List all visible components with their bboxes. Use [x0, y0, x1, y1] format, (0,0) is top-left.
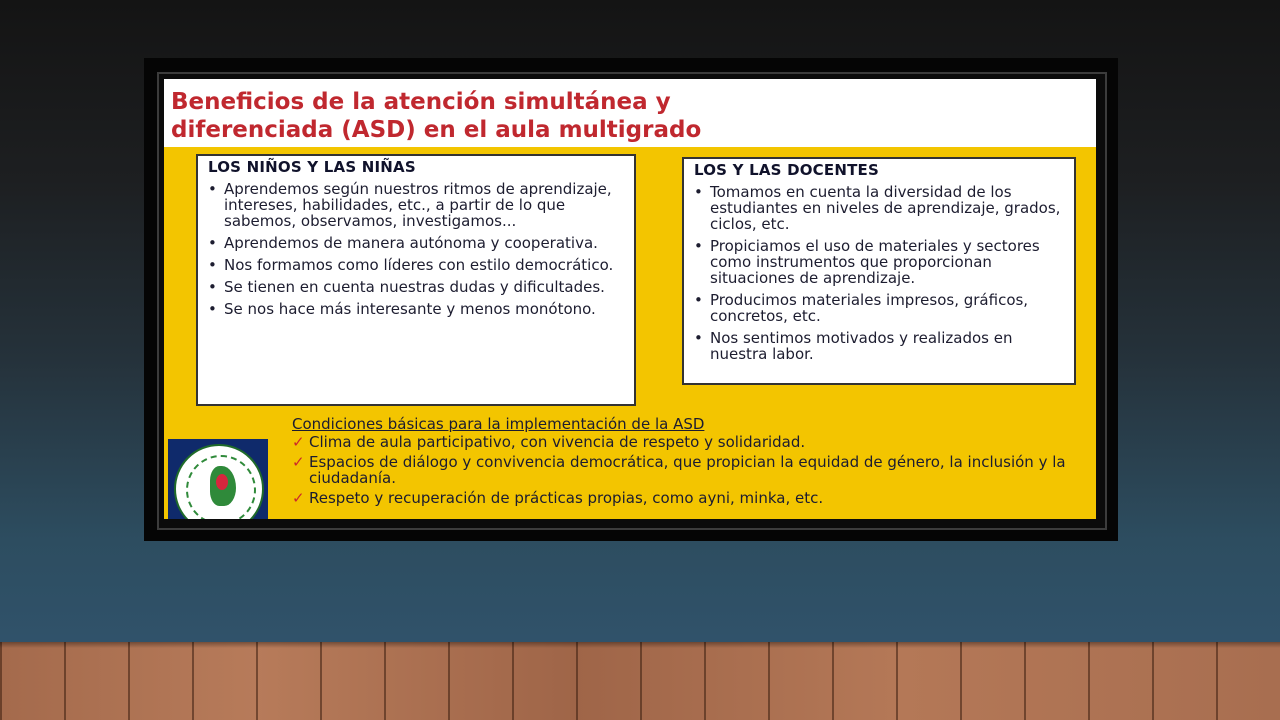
list-item: • Nos sentimos motivados y realizados en nuestra labor. — [694, 329, 1013, 363]
list-item: • Nos formamos como líderes con estilo democrático. — [208, 256, 614, 274]
list-item: • Se tienen en cuenta nuestras dudas y dificultades. — [208, 278, 605, 296]
logo-seal — [174, 444, 264, 519]
ugel-logo-icon — [168, 439, 268, 519]
wooden-floor — [0, 642, 1280, 720]
bullet-dot-icon: • — [208, 256, 217, 274]
teachers-box — [682, 157, 1076, 385]
teachers-heading: LOS Y LAS DOCENTES — [694, 161, 879, 179]
conditions-section — [292, 415, 1072, 510]
logo-map-accent — [216, 474, 228, 490]
bullet-dot-icon: • — [694, 183, 703, 201]
list-item: • Tomamos en cuenta la diversidad de los estudiantes en niveles de aprendizaje, grados, ciclos, etc. — [694, 183, 1061, 233]
children-list — [206, 181, 626, 323]
list-item: • Aprendemos de manera autónoma y cooperativa. — [208, 234, 598, 252]
slide-image — [164, 79, 1096, 519]
list-item: ✓ Respeto y recuperación de prácticas propias, como ayni, minka, etc. — [292, 489, 824, 507]
list-item: ✓ Espacios de diálogo y convivencia democrática, que propician la equidad de género, la inclusión y la ciudadanía. — [292, 453, 1066, 487]
bullet-dot-icon: • — [208, 300, 217, 318]
bullet-dot-icon: • — [694, 329, 703, 347]
list-item: • Propiciamos el uso de materiales y sectores como instrumentos que proporcionan situaciones de aprendizaje. — [694, 237, 1040, 287]
bullet-dot-icon: • — [208, 234, 217, 252]
list-item: ✓ Clima de aula participativo, con vivencia de respeto y solidaridad. — [292, 433, 806, 451]
slide-title — [171, 88, 701, 144]
slide-title-line2: diferenciada (ASD) en el aula multigrado — [171, 117, 702, 143]
list-item: • Aprendemos según nuestros ritmos de aprendizaje, intereses, habilidades, etc., a partir de lo que sabemos, observamos, investigamos... — [208, 180, 612, 230]
list-item: • Producimos materiales impresos, gráficos, concretos, etc. — [694, 291, 1029, 325]
children-heading: LOS NIÑOS Y LAS NIÑAS — [208, 158, 416, 176]
bullet-dot-icon: • — [208, 180, 217, 198]
teachers-list — [692, 184, 1066, 368]
title-band — [164, 79, 1096, 147]
bullet-dot-icon: • — [694, 291, 703, 309]
slide-title-line1: Beneficios de la atención simultánea y — [171, 89, 671, 115]
children-box — [196, 154, 636, 406]
checkmark-icon: ✓ — [292, 433, 305, 451]
conditions-list — [292, 434, 1072, 506]
bullet-dot-icon: • — [694, 237, 703, 255]
bullet-dot-icon: • — [208, 278, 217, 296]
list-item: • Se nos hace más interesante y menos monótono. — [208, 300, 596, 318]
checkmark-icon: ✓ — [292, 453, 305, 471]
checkmark-icon: ✓ — [292, 489, 305, 507]
conditions-title: Condiciones básicas para la implementación de la ASD — [292, 415, 705, 433]
